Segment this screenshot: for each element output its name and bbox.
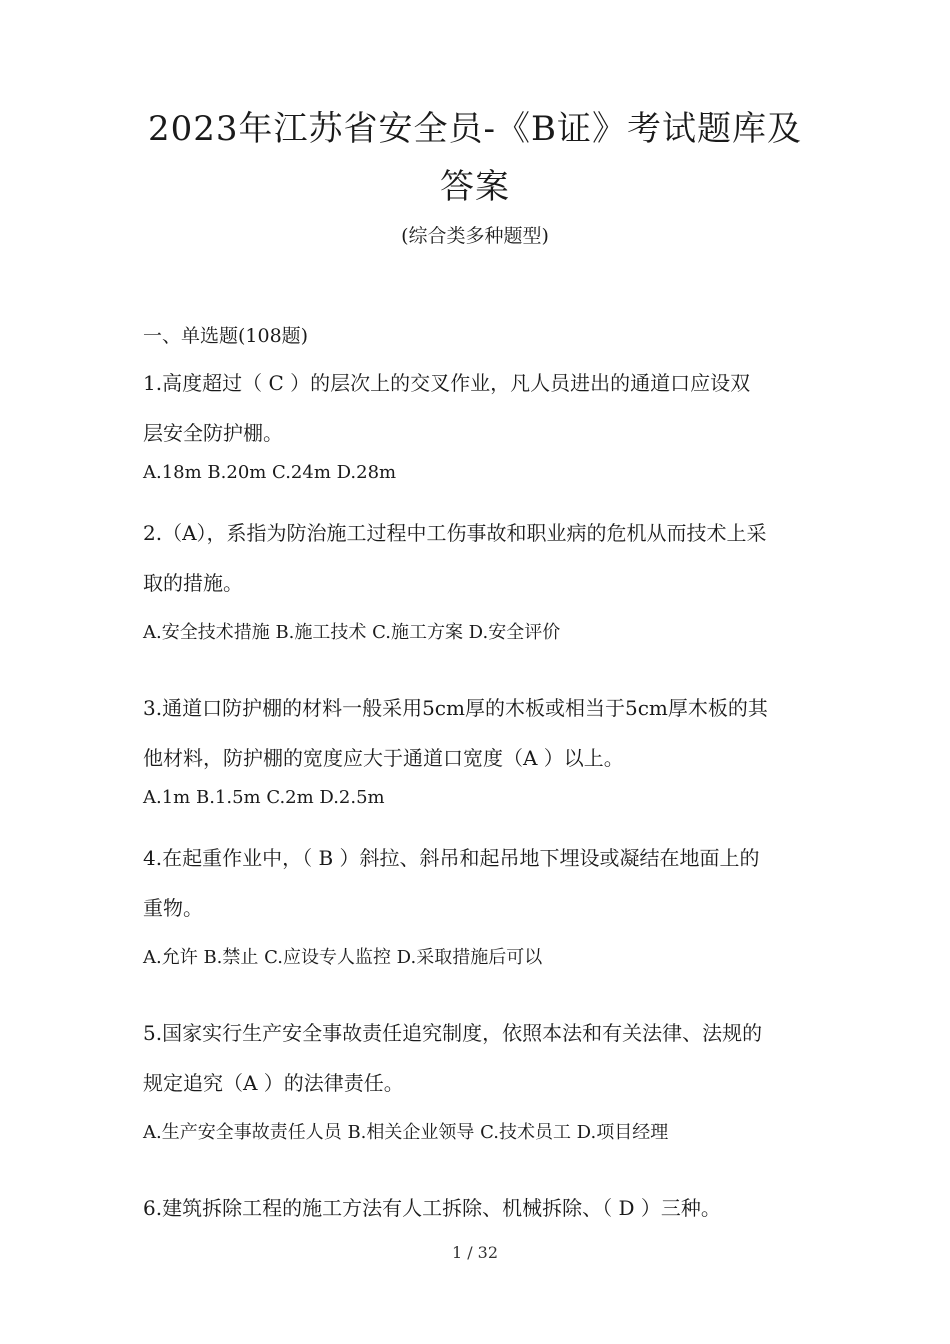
question-1-options: A.18m B.20m C.24m D.28m	[143, 462, 397, 483]
question-2-options: A.安全技术措施 B.施工技术 C.施工方案 D.安全评价	[143, 622, 561, 643]
page-indicator: 1 / 32	[451, 1243, 499, 1262]
document-title	[100, 100, 850, 216]
question-3-options: A.1m B.1.5m C.2m D.2.5m	[143, 787, 385, 808]
section-heading: 一、单选题(108题)	[143, 325, 309, 347]
document-subtitle: (综合类多种题型)	[401, 225, 549, 247]
question-5-stem-line-2: 规定追究（A ）的法律责任。	[143, 1071, 404, 1095]
question-3-stem-line-1: 3.通道口防护棚的材料一般采用5cm厚的木板或相当于5cm厚木板的其	[143, 696, 768, 720]
question-6-stem-line-1: 6.建筑拆除工程的施工方法有人工拆除、机械拆除、（ D ）三种。	[143, 1196, 721, 1220]
question-5-options: A.生产安全事故责任人员 B.相关企业领导 C.技术员工 D.项目经理	[143, 1122, 669, 1143]
question-4-stem-line-1: 4.在起重作业中，（ B ）斜拉、斜吊和起吊地下埋设或凝结在地面上的	[143, 846, 760, 870]
question-4-stem-line-2: 重物。	[143, 896, 203, 920]
question-1-stem-line-1: 1.高度超过（ C ）的层次上的交叉作业，凡人员进出的通道口应设双	[143, 371, 751, 395]
question-3-stem-line-2: 他材料，防护棚的宽度应大于通道口宽度（A ）以上。	[143, 746, 624, 770]
question-4-options: A.允许 B.禁止 C.应设专人监控 D.采取措施后可以	[143, 947, 543, 968]
question-1-stem-line-2: 层安全防护棚。	[143, 421, 283, 445]
title-line-2: 答案	[440, 167, 510, 207]
question-2-stem-line-2: 取的措施。	[143, 571, 243, 595]
question-2-stem-line-1: 2.（A），系指为防治施工过程中工伤事故和职业病的危机从而技术上采	[143, 521, 767, 545]
title-line-1: 2023年江苏省安全员-《B证》考试题库及	[148, 109, 802, 149]
question-5-stem-line-1: 5.国家实行生产安全事故责任追究制度，依照本法和有关法律、法规的	[143, 1021, 763, 1045]
